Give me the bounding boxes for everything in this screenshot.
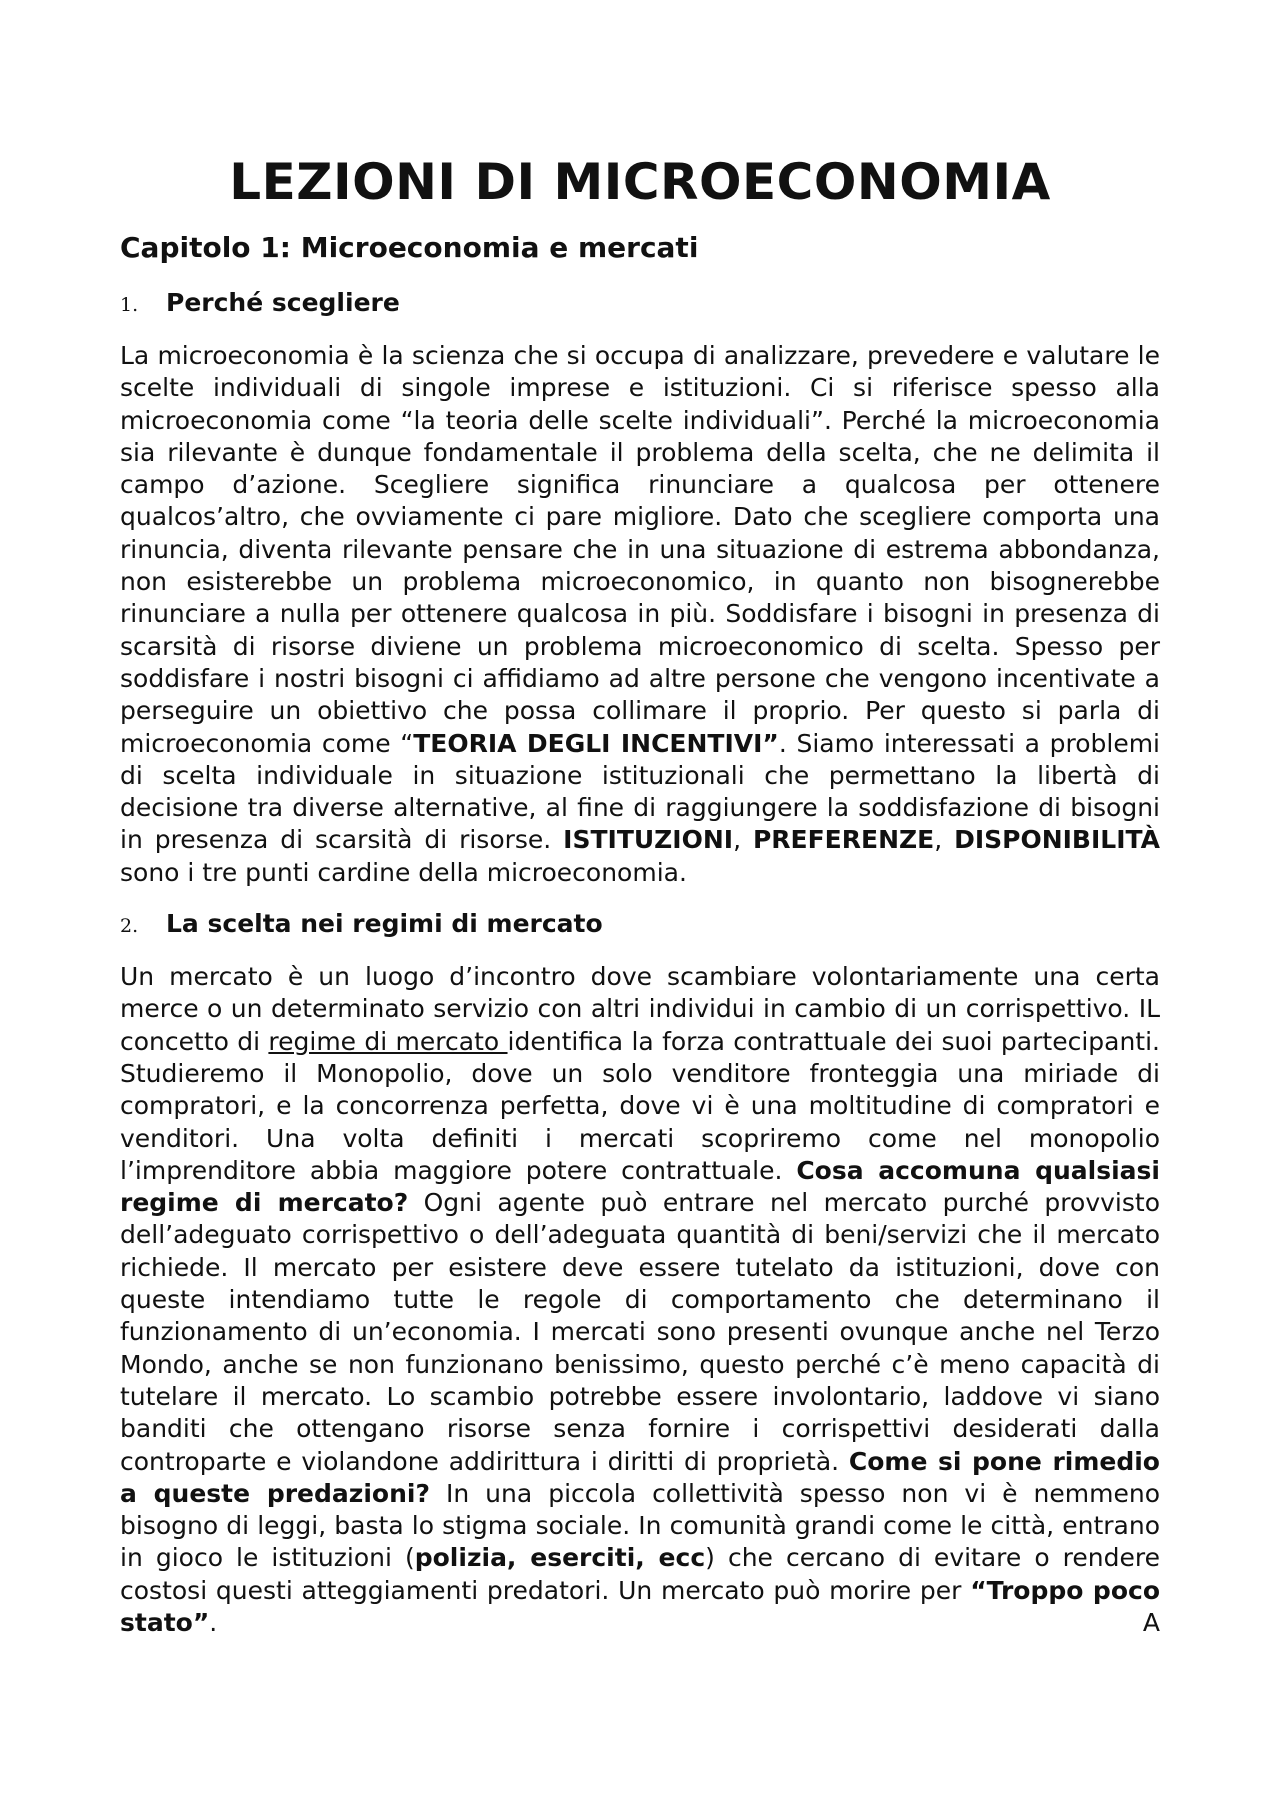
bold-text: DISPONIBILITÀ <box>954 825 1160 855</box>
bold-text: Cosa accomuna qualsiasi regime di mercato? <box>120 1155 1160 1218</box>
section-number: 2. <box>120 915 139 938</box>
bold-text: TEORIA DEGLI INCENTIVI” <box>413 728 779 758</box>
text-run: Un mercato è un luogo d’incontro dove scambiare volontariamente una certa merce o un determinato servizio con altri individui in cambio di un corrispettivo. IL concetto di <box>120 962 1160 1056</box>
bold-text: “Troppo poco stato” <box>120 1575 1160 1637</box>
text-run: . Siamo interessati a problemi di scelta individuale in situazione istituzionali che permettano la libertà di decisione tra diverse alternative, al fine di raggiungere la soddisfazione di bisogni in presenza di scarsità di risorse. <box>120 728 1161 855</box>
section-heading-1 <box>120 286 1160 322</box>
text-run: , <box>934 825 955 855</box>
underlined-text: regime di mercato <box>268 1026 508 1056</box>
text-run: La microeconomia è la scienza che si occupa di analizzare, prevedere e valutare le scelte individuali di singole imprese e istituzioni. Ci si riferisce spesso alla microeconomia come “la teoria delle scelte individuali”. Perché la microeconomia sia rilevante è dunque fondamentale il problema della scelta, che ne delimita il campo d’azione. Scegliere significa rinunciare a qualcosa per ottenere qualcos’altro, che ovviamente ci pare migliore. Dato che scegliere comporta una rinuncia, diventa rilevante pensare che in una situazione di estrema abbondanza, non esisterebbe un problema microeconomico, in quanto non bisognerebbe rinunciare a nulla per ottenere qualcosa in più. Soddisfare i bisogni in presenza di scarsità di risorse diviene un problema microeconomico di scelta. Spesso per soddisfare i nostri bisogni ci affidiamo ad altre persone che vengono incentivate a perseguire un obiettivo che possa collimare il proprio. Per questo si parla di microeconomia come “ <box>120 341 1160 758</box>
document-title: LEZIONI DI MICROECONOMIA <box>229 153 1051 211</box>
section-title: La scelta nei regimi di mercato <box>166 909 603 939</box>
bold-text: polizia, eserciti, ecc <box>414 1543 706 1573</box>
paragraph-section-1 <box>120 340 1160 889</box>
text-run: Ogni agente può entrare nel mercato purché provvisto dell’adeguato corrispettivo o dell’adeguata quantità di beni/servizi che il mercato richiede. Il mercato per esistere deve essere tutelato da istituzioni, dove con queste intendiamo tutte le regole di comportamento che determinano il funzionamento di un’economia. I mercati sono presenti ovunque anche nel Terzo Mondo, anche se non funzionano benissimo, questo perché c’è meno capacità di tutelare il mercato. Lo scambio potrebbe essere involontario, laddove vi siano banditi che ottengano risorse senza fornire i corrispettivi desiderati dalla controparte e violandone addirittura i diritti di proprietà. <box>120 1188 1160 1476</box>
text-run: In una piccola collettività spesso non vi è nemmeno bisogno di leggi, basta lo stigma sociale. In comunità grandi come le città, entrano in gioco le istituzioni ( <box>120 1478 1160 1573</box>
chapter-title: Capitolo 1: Microeconomia e mercati <box>120 231 699 264</box>
bold-text: Come si pone rimedio a queste predazioni? <box>120 1446 1160 1508</box>
bold-text: PREFERENZE <box>752 825 935 855</box>
section-title: Perché scegliere <box>166 288 400 317</box>
section-heading-2 <box>120 907 1160 943</box>
paragraph-section-2 <box>120 961 1160 1639</box>
text-run: identifica la forza contrattuale dei suoi partecipanti. Studieremo il Monopolio, dove un solo venditore fronteggia una miriade di compratori, e la concorrenza perfetta, dove vi è una moltitudine di compratori e venditori. Una volta definiti i mercati scopriremo come nel monopolio l’imprenditore abbia maggiore potere contrattuale. <box>120 1026 1160 1185</box>
text-run: . A <box>209 1607 1160 1637</box>
section-number: 1. <box>120 294 139 316</box>
text-run: ) che cercano di evitare o rendere costosi questi atteggiamenti predatori. Un mercato può morire per <box>120 1543 1160 1605</box>
text-run: sono i tre punti cardine della microeconomia. <box>120 857 687 887</box>
bold-text: ISTITUZIONI <box>563 825 734 855</box>
text-run: , <box>733 825 753 855</box>
